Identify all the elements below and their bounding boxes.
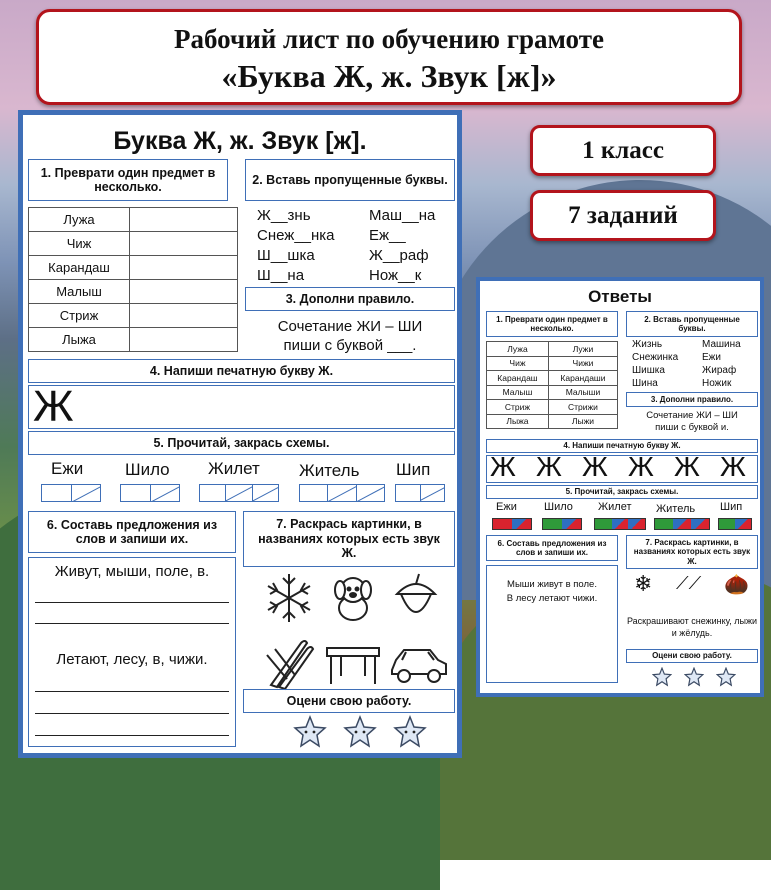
star-rating-3[interactable] (393, 715, 427, 749)
table-row (487, 371, 618, 386)
task5-word: Шило (125, 460, 170, 479)
task4-header: 4. Напиши печатную букву Ж. (28, 359, 455, 383)
answer-title: Ответы (588, 287, 652, 306)
car-icon[interactable] (388, 640, 450, 686)
answer-rule-line2: пиши с буквой и. (655, 422, 729, 433)
answer-line[interactable] (35, 602, 229, 603)
answer-word: Машина (702, 339, 741, 350)
answer-task6-header: 6. Составь предложения из слов и запиши их. (486, 535, 618, 561)
task2-word: Ш__шка (257, 247, 315, 264)
answer-cell: Стриж (487, 400, 549, 415)
skis-icon[interactable] (261, 635, 317, 691)
task5-word: Ежи (51, 459, 84, 478)
answer-snowflake-icon: ❄ (634, 571, 653, 596)
answer-cell: Малыши (548, 385, 617, 400)
colored-scheme-2 (542, 518, 582, 530)
task1-word: Лыжа (29, 328, 130, 352)
star-rating-1[interactable] (293, 715, 327, 749)
task3-rule-line1: Сочетание ЖИ – ШИ (277, 318, 423, 335)
task1-word: Чиж (29, 232, 130, 256)
task5-word: Шип (396, 460, 431, 479)
table-row (29, 304, 238, 328)
table-row (487, 400, 618, 415)
task2-word: Маш__на (369, 207, 436, 224)
worksheet-title: Буква Ж, ж. Звук [ж]. (113, 127, 367, 155)
task2-word: Ш__на (257, 267, 305, 284)
answer-cell: Карандаш (487, 371, 549, 386)
table-row (487, 385, 618, 400)
worksheet-page (18, 110, 462, 758)
task1-table (28, 207, 238, 352)
answer-cell: Лыжи (548, 414, 617, 429)
task3-header: 3. Дополни правило. (245, 287, 455, 311)
task6-sentence-words: Живут, мыши, поле, в. (54, 563, 210, 580)
table-row (29, 232, 238, 256)
table-row (29, 280, 238, 304)
task2-word: Ж__знь (257, 207, 311, 224)
answer-acorn-icon: 🌰 (724, 574, 749, 596)
answer-word: Снежинка (632, 352, 679, 363)
task5-word: Житель (299, 461, 360, 480)
sound-scheme-3[interactable] (199, 484, 279, 502)
answer-rule-line1: Сочетание ЖИ – ШИ (646, 410, 738, 421)
answer-line[interactable] (35, 691, 229, 692)
sound-scheme-2[interactable] (120, 484, 180, 502)
task1-word: Карандаш (29, 256, 130, 280)
answer-cell: Карандаши (548, 371, 617, 386)
answer-word: Ежи (496, 501, 517, 513)
task2-word: Нож__к (369, 267, 422, 284)
task1-answer-cell[interactable] (130, 304, 238, 328)
table-row (29, 208, 238, 232)
task2-word: Ж__раф (369, 247, 429, 264)
table-row (487, 414, 618, 429)
task1-answer-cell[interactable] (130, 328, 238, 352)
task2-word: Еж__ (369, 227, 406, 244)
answer-cell: Чиж (487, 356, 549, 371)
answer-rate-header: Оцени свою работу. (626, 649, 758, 663)
puppy-icon[interactable] (326, 570, 380, 624)
task5-word: Жилет (208, 459, 260, 478)
table-row (487, 356, 618, 371)
snowflake-icon[interactable] (261, 570, 317, 626)
answer-cell: Стрижи (548, 400, 617, 415)
task1-answer-cell[interactable] (130, 208, 238, 232)
task2-word: Снеж__нка (257, 227, 335, 244)
answer-line[interactable] (35, 623, 229, 624)
colored-scheme-5 (718, 518, 752, 530)
answer-word: Жираф (702, 365, 737, 376)
answer-letter: Ж (582, 451, 608, 482)
answer-task1-table (486, 341, 618, 429)
sound-scheme-5[interactable] (395, 484, 445, 502)
answer-word: Жилет (598, 501, 632, 513)
sound-scheme-1[interactable] (41, 484, 101, 502)
answer-task7-text: Раскрашивают снежинку, лыжи и жёлудь. (626, 616, 758, 638)
task1-header: 1. Преврати один предмет в несколько. (28, 159, 228, 201)
answer-word: Шип (720, 501, 743, 513)
star-rating-2[interactable] (343, 715, 377, 749)
banner-line-1: Рабочий лист по обучению грамоте (174, 24, 604, 54)
answer-task3-header: 3. Дополни правило. (626, 392, 758, 407)
answer-letter: Ж (490, 451, 516, 482)
task1-word: Стриж (29, 304, 130, 328)
answer-task1-header: 1. Преврати один предмет в несколько. (486, 311, 618, 337)
task5-header: 5. Прочитай, закрась схемы. (28, 431, 455, 455)
task7-header: 7. Раскрась картинки, в названиях которых есть звук Ж. (243, 511, 455, 567)
answer-cell: Лужи (548, 342, 617, 357)
task3-rule-line2: пиши с буквой ___. (283, 337, 417, 354)
answer-letter: Ж (720, 451, 746, 482)
answer-cell: Чижи (548, 356, 617, 371)
answer-word: Житель (656, 503, 696, 515)
colored-scheme-1 (492, 518, 532, 530)
title-banner (36, 9, 742, 105)
sound-scheme-4[interactable] (299, 484, 385, 502)
task1-answer-cell[interactable] (130, 280, 238, 304)
colored-scheme-4 (654, 518, 710, 530)
task6-sentence-words: Летают, лесу, в, чижи. (56, 651, 208, 668)
star-rating-1 (652, 667, 672, 687)
answer-letter: Ж (674, 451, 700, 482)
task1-answer-cell[interactable] (130, 232, 238, 256)
answer-task4-area (486, 455, 758, 483)
answer-word: Шишка (632, 365, 665, 376)
colored-scheme-3 (594, 518, 646, 530)
banner-line-2: «Буква Ж, ж. Звук [ж]» (221, 58, 557, 94)
star-rating-3 (716, 667, 736, 687)
task1-word: Малыш (29, 280, 130, 304)
answer-task7-header: 7. Раскрась картинки, в названиях которых есть звук Ж. (626, 535, 758, 569)
answer-word: Жизнь (632, 339, 663, 350)
rate-header: Оцени свою работу. (243, 689, 455, 713)
answer-line[interactable] (35, 713, 229, 714)
answer-word: Шина (632, 378, 658, 389)
answer-cell: Малыш (487, 385, 549, 400)
answer-sheet (476, 277, 764, 697)
answer-sentence: Мыши живут в поле. (507, 579, 597, 590)
answer-cell: Лужа (487, 342, 549, 357)
answer-letter: Ж (536, 451, 562, 482)
task6-header: 6. Составь предложения из слов и запиши их. (28, 511, 236, 553)
answer-task4-header: 4. Напиши печатную букву Ж. (486, 439, 758, 453)
answer-letter: Ж (628, 451, 654, 482)
grade-badge: 1 класс (530, 125, 716, 176)
table-row (487, 342, 618, 357)
answer-sentence: В лесу летают чижи. (506, 593, 598, 604)
answer-word: Ножик (702, 378, 732, 389)
answer-skis-icon: ⟋⟋ (676, 573, 702, 593)
answer-line[interactable] (35, 735, 229, 736)
answer-word: Шило (544, 501, 573, 513)
table-icon[interactable] (323, 640, 383, 686)
task4-letter: Ж (33, 382, 74, 431)
star-rating-2 (684, 667, 704, 687)
table-row (29, 256, 238, 280)
task1-answer-cell[interactable] (130, 256, 238, 280)
answer-cell: Лыжа (487, 414, 549, 429)
task-count-badge: 7 заданий (530, 190, 716, 241)
answer-task2-header: 2. Вставь пропущенные буквы. (626, 311, 758, 337)
task2-header: 2. Вставь пропущенные буквы. (245, 159, 455, 201)
table-row (29, 328, 238, 352)
answer-task5-header: 5. Прочитай, закрась схемы. (486, 485, 758, 499)
task4-writing-area[interactable] (28, 382, 455, 431)
acorn-icon[interactable] (391, 570, 441, 626)
answer-word: Ежи (702, 352, 721, 363)
task1-word: Лужа (29, 208, 130, 232)
